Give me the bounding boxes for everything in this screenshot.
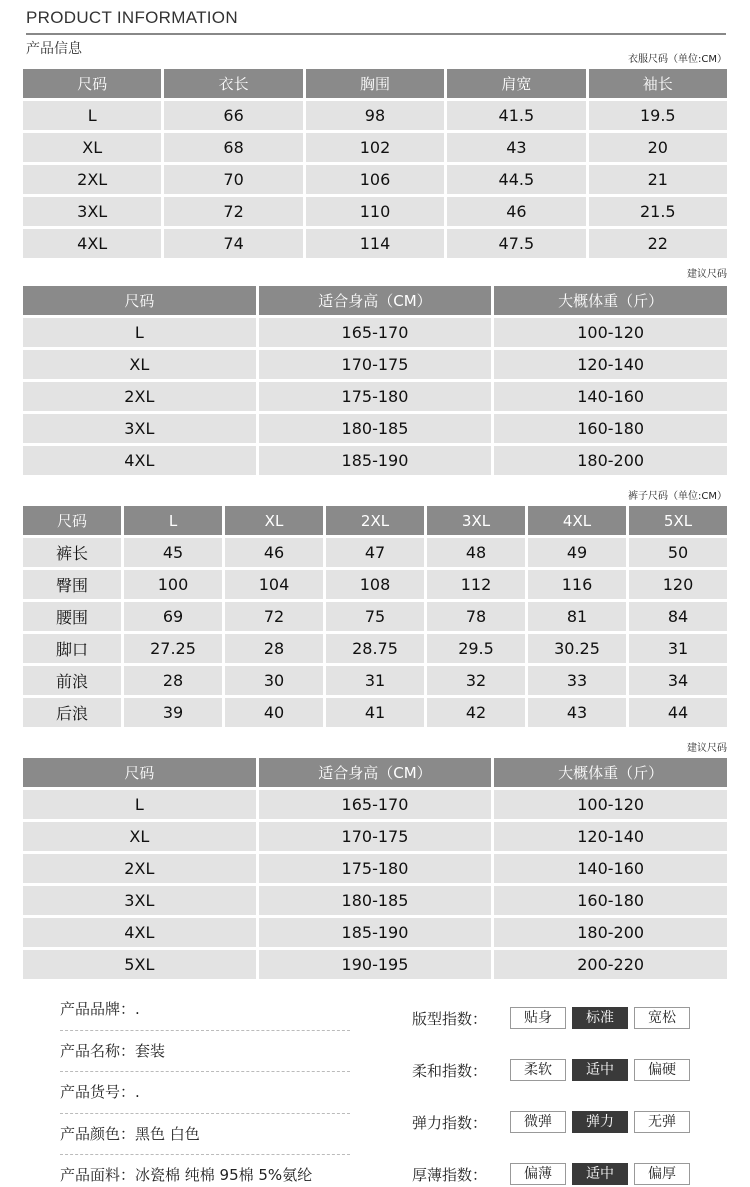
- table-cell: 27.25: [124, 634, 222, 663]
- table-cell: 98: [306, 101, 444, 130]
- table-cell: 腰围: [23, 602, 121, 631]
- table-cell: 72: [164, 197, 302, 226]
- column-header: XL: [225, 506, 323, 535]
- table-cell: 31: [629, 634, 727, 663]
- table-row: [23, 822, 727, 851]
- product-info-item: 产品面料：冰瓷棉 纯棉 95棉 5%氨纶: [60, 1156, 350, 1187]
- table-cell: 120-140: [494, 822, 727, 851]
- pants-suggest-table: [20, 755, 730, 982]
- product-info-list: [60, 990, 350, 1187]
- table-cell: 180-200: [494, 918, 727, 947]
- table-cell: 114: [306, 229, 444, 258]
- pants-size-table: [20, 503, 730, 730]
- column-header: 尺码: [23, 286, 256, 315]
- table-cell: XL: [23, 133, 161, 162]
- column-header: 衣长: [164, 69, 302, 98]
- table-row: [23, 666, 727, 695]
- table-cell: 46: [447, 197, 585, 226]
- table-cell: 33: [528, 666, 626, 695]
- table-cell: 81: [528, 602, 626, 631]
- table-row: [23, 918, 727, 947]
- table-cell: 32: [427, 666, 525, 695]
- chinese-title: 产品信息: [26, 41, 82, 57]
- table-cell: 19.5: [589, 101, 727, 130]
- table-cell: 140-160: [494, 854, 727, 883]
- table-cell: 28: [124, 666, 222, 695]
- table-row: [23, 197, 727, 226]
- index-label: 厚薄指数：: [412, 1165, 488, 1184]
- table-cell: 84: [629, 602, 727, 631]
- product-info-item: 产品品牌：.: [60, 990, 350, 1031]
- table-row: [23, 133, 727, 162]
- table-cell: 前浪: [23, 666, 121, 695]
- table-row: [23, 446, 727, 475]
- table-row: [23, 854, 727, 883]
- table-cell: 75: [326, 602, 424, 631]
- table-cell: 72: [225, 602, 323, 631]
- column-header: 2XL: [326, 506, 424, 535]
- table-cell: 29.5: [427, 634, 525, 663]
- index-option-selected: 弹力: [572, 1111, 628, 1133]
- table-row: [23, 538, 727, 567]
- table-cell: 46: [225, 538, 323, 567]
- column-header: 尺码: [23, 69, 161, 98]
- table-cell: 78: [427, 602, 525, 631]
- table-cell: 180-185: [259, 414, 492, 443]
- table-cell: 200-220: [494, 950, 727, 979]
- table-cell: 100-120: [494, 318, 727, 347]
- table-cell: 41: [326, 698, 424, 727]
- table-cell: 44: [629, 698, 727, 727]
- column-header: 3XL: [427, 506, 525, 535]
- table-cell: 108: [326, 570, 424, 599]
- table-cell: 22: [589, 229, 727, 258]
- index-option-selected: 适中: [572, 1059, 628, 1081]
- table-cell: 170-175: [259, 822, 492, 851]
- table-row: [23, 414, 727, 443]
- table-cell: 31: [326, 666, 424, 695]
- table-cell: 3XL: [23, 414, 256, 443]
- table-cell: 66: [164, 101, 302, 130]
- table-cell: 30: [225, 666, 323, 695]
- table-row: [23, 698, 727, 727]
- table-header-row: [23, 506, 727, 535]
- table-cell: 44.5: [447, 165, 585, 194]
- column-header: L: [124, 506, 222, 535]
- table-cell: 28: [225, 634, 323, 663]
- index-option: 贴身: [510, 1007, 566, 1029]
- table-cell: 21: [589, 165, 727, 194]
- table-cell: 48: [427, 538, 525, 567]
- table-cell: 30.25: [528, 634, 626, 663]
- product-info-item: 产品货号：.: [60, 1073, 350, 1114]
- index-option: 微弹: [510, 1111, 566, 1133]
- table-header-row: [23, 758, 727, 787]
- index-option: 柔软: [510, 1059, 566, 1081]
- index-row: [412, 992, 712, 1044]
- table-cell: 2XL: [23, 382, 256, 411]
- table-cell: 68: [164, 133, 302, 162]
- table-cell: 4XL: [23, 229, 161, 258]
- table-row: [23, 165, 727, 194]
- table-cell: 106: [306, 165, 444, 194]
- table-cell: 165-170: [259, 790, 492, 819]
- column-header: 5XL: [629, 506, 727, 535]
- product-info-item: 产品名称：套装: [60, 1032, 350, 1073]
- table-cell: 74: [164, 229, 302, 258]
- table-cell: 175-180: [259, 382, 492, 411]
- index-option: 偏厚: [634, 1163, 690, 1185]
- table-cell: 190-195: [259, 950, 492, 979]
- table-cell: 臀围: [23, 570, 121, 599]
- pants-suggest-note: 建议尺码: [687, 743, 727, 754]
- english-title: PRODUCT INFORMATION: [26, 8, 238, 27]
- table-row: [23, 382, 727, 411]
- table-cell: 50: [629, 538, 727, 567]
- table-header-row: [23, 69, 727, 98]
- table-cell: 116: [528, 570, 626, 599]
- table-cell: 28.75: [326, 634, 424, 663]
- table-cell: L: [23, 101, 161, 130]
- table-cell: 160-180: [494, 414, 727, 443]
- index-label: 弹力指数：: [412, 1113, 488, 1132]
- table-cell: 2XL: [23, 854, 256, 883]
- table-cell: 3XL: [23, 886, 256, 915]
- table-cell: 102: [306, 133, 444, 162]
- table-row: [23, 886, 727, 915]
- table-cell: 69: [124, 602, 222, 631]
- top-size-table: [20, 66, 730, 261]
- column-header: 肩宽: [447, 69, 585, 98]
- column-header: 尺码: [23, 758, 256, 787]
- table-cell: 5XL: [23, 950, 256, 979]
- table-cell: 120: [629, 570, 727, 599]
- index-row: [412, 1148, 712, 1187]
- pants-size-unit-note: 裤子尺码（单位:CM）: [628, 491, 727, 502]
- table-cell: 170-175: [259, 350, 492, 379]
- table-cell: 140-160: [494, 382, 727, 411]
- table-cell: 185-190: [259, 446, 492, 475]
- table-row: [23, 634, 727, 663]
- index-option: 偏薄: [510, 1163, 566, 1185]
- column-header: 大概体重（斤）: [494, 758, 727, 787]
- table-cell: 185-190: [259, 918, 492, 947]
- page-header: [26, 8, 726, 57]
- table-cell: 2XL: [23, 165, 161, 194]
- index-option: 无弹: [634, 1111, 690, 1133]
- top-suggest-note: 建议尺码: [687, 269, 727, 280]
- table-cell: 120-140: [494, 350, 727, 379]
- product-index-panel: [412, 992, 712, 1187]
- product-info-item: 产品颜色：黑色 白色: [60, 1115, 350, 1156]
- table-header-row: [23, 286, 727, 315]
- table-cell: 49: [528, 538, 626, 567]
- table-cell: L: [23, 790, 256, 819]
- table-cell: 21.5: [589, 197, 727, 226]
- table-cell: 180-185: [259, 886, 492, 915]
- column-header: 适合身高（CM）: [259, 758, 492, 787]
- table-row: [23, 318, 727, 347]
- table-row: [23, 229, 727, 258]
- table-row: [23, 602, 727, 631]
- column-header: 胸围: [306, 69, 444, 98]
- table-cell: 47.5: [447, 229, 585, 258]
- column-header: 适合身高（CM）: [259, 286, 492, 315]
- table-row: [23, 101, 727, 130]
- column-header: 4XL: [528, 506, 626, 535]
- table-row: [23, 950, 727, 979]
- table-cell: 104: [225, 570, 323, 599]
- index-option: 宽松: [634, 1007, 690, 1029]
- table-cell: 165-170: [259, 318, 492, 347]
- column-header: 尺码: [23, 506, 121, 535]
- index-label: 柔和指数：: [412, 1061, 488, 1080]
- column-header: 大概体重（斤）: [494, 286, 727, 315]
- table-cell: 42: [427, 698, 525, 727]
- table-cell: 4XL: [23, 446, 256, 475]
- table-cell: 180-200: [494, 446, 727, 475]
- table-cell: 110: [306, 197, 444, 226]
- table-row: [23, 790, 727, 819]
- table-row: [23, 350, 727, 379]
- column-header: 袖长: [589, 69, 727, 98]
- table-cell: 43: [447, 133, 585, 162]
- index-option-selected: 标准: [572, 1007, 628, 1029]
- index-row: [412, 1044, 712, 1096]
- table-cell: 34: [629, 666, 727, 695]
- table-cell: 47: [326, 538, 424, 567]
- table-cell: 39: [124, 698, 222, 727]
- top-suggest-table: [20, 283, 730, 478]
- index-label: 版型指数：: [412, 1009, 488, 1028]
- table-cell: 脚口: [23, 634, 121, 663]
- table-cell: 20: [589, 133, 727, 162]
- table-cell: 160-180: [494, 886, 727, 915]
- table-cell: 4XL: [23, 918, 256, 947]
- table-cell: 45: [124, 538, 222, 567]
- table-cell: 70: [164, 165, 302, 194]
- table-cell: L: [23, 318, 256, 347]
- table-cell: 100-120: [494, 790, 727, 819]
- table-cell: 41.5: [447, 101, 585, 130]
- index-option: 偏硬: [634, 1059, 690, 1081]
- table-cell: 175-180: [259, 854, 492, 883]
- index-option-selected: 适中: [572, 1163, 628, 1185]
- index-row: [412, 1096, 712, 1148]
- table-cell: 裤长: [23, 538, 121, 567]
- table-row: [23, 570, 727, 599]
- top-size-unit-note: 衣服尺码（单位:CM）: [628, 54, 727, 65]
- header-divider: [26, 33, 726, 35]
- table-cell: 43: [528, 698, 626, 727]
- table-cell: XL: [23, 822, 256, 851]
- table-cell: 112: [427, 570, 525, 599]
- table-cell: 100: [124, 570, 222, 599]
- table-cell: 3XL: [23, 197, 161, 226]
- table-cell: 后浪: [23, 698, 121, 727]
- table-cell: XL: [23, 350, 256, 379]
- table-cell: 40: [225, 698, 323, 727]
